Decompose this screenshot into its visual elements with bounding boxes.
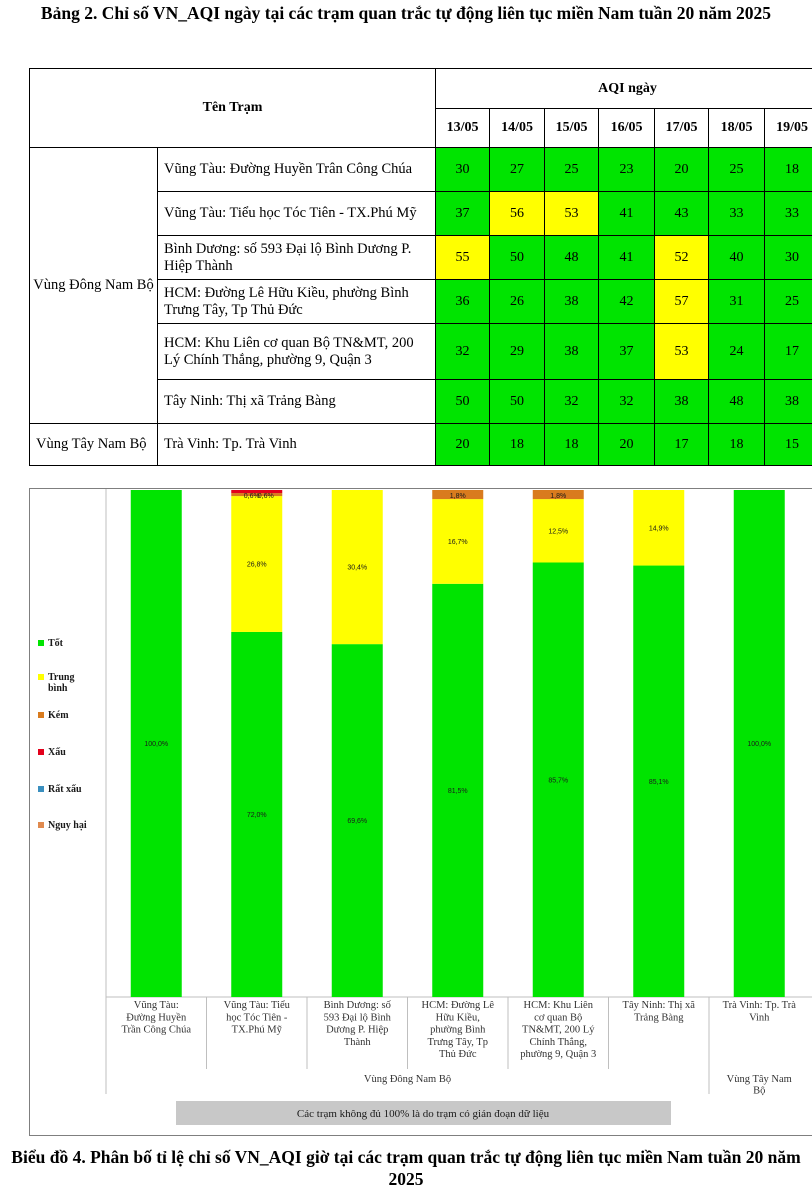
aqi-table: [29, 68, 812, 466]
aqi-value-cell: 53: [545, 192, 599, 236]
data-label: 100,0%: [747, 741, 772, 748]
category-label: Thành: [343, 1036, 371, 1048]
aqi-value-cell: 53: [655, 324, 709, 380]
aqi-value-cell: 50: [490, 236, 545, 280]
category-label: Trưng Tây, Tp: [427, 1036, 489, 1048]
aqi-value-cell: 55: [436, 236, 490, 280]
category-label: HCM: Khu Liên: [523, 1000, 593, 1011]
category-label: TN&MT, 200 Lý: [522, 1024, 595, 1036]
category-label: phường Bình: [430, 1024, 486, 1036]
station-cell: Vũng Tàu: Đường Huyền Trân Công Chúa: [158, 148, 436, 192]
date-header: 13/05: [436, 109, 490, 148]
legend-label: bình: [48, 683, 68, 694]
data-label: 0,6%: [257, 493, 274, 500]
aqi-value-cell: 52: [655, 236, 709, 280]
aqi-value-cell: 17: [655, 424, 709, 466]
station-cell: Vũng Tàu: Tiểu học Tóc Tiên - TX.Phú Mỹ: [158, 192, 436, 236]
category-label: Trà Vinh: Tp. Trà: [722, 1000, 796, 1011]
group-label: Bộ: [753, 1085, 766, 1097]
table-body: [30, 148, 812, 466]
legend-label: Rất xấu: [48, 784, 82, 795]
station-cell: Bình Dương: số 593 Đại lộ Bình Dương P. Hiệp Thành: [158, 236, 436, 280]
stacked-bar-chart: [30, 489, 812, 1135]
table-row: [30, 424, 812, 466]
aqi-value-cell: 56: [490, 192, 545, 236]
aqi-value-cell: 20: [655, 148, 709, 192]
date-header: 16/05: [599, 109, 655, 148]
legend-label: Nguy hại: [48, 820, 87, 831]
category-label: Trần Công Chúa: [121, 1024, 192, 1036]
legend-label: Xấu: [48, 747, 66, 758]
aqi-value-cell: 38: [545, 324, 599, 380]
category-label: Chính Thắng,: [529, 1036, 588, 1048]
category-label: Thủ Đức: [439, 1049, 477, 1061]
header-station: Tên Trạm: [30, 69, 436, 148]
aqi-value-cell: 37: [436, 192, 490, 236]
category-label: HCM: Đường Lê: [421, 1000, 494, 1011]
note-text: Các trạm không đủ 100% là do trạm có gián đoạn dữ liệu: [296, 1108, 550, 1120]
aqi-value-cell: 20: [599, 424, 655, 466]
aqi-value-cell: 26: [490, 280, 545, 324]
data-label: 0,6%: [243, 493, 260, 500]
station-cell: HCM: Khu Liên cơ quan Bộ TN&MT, 200 Lý Chính Thắng, phường 9, Quận 3: [158, 324, 436, 380]
group-label: Vùng Đông Nam Bộ: [363, 1074, 452, 1085]
legend-swatch: [38, 749, 44, 755]
category-label: Vũng Tàu:: [133, 1000, 179, 1011]
table-title: Bảng 2. Chỉ số VN_AQI ngày tại các trạm quan trắc tự động liên tục miền Nam tuần 20 năm 2025: [40, 3, 772, 23]
data-label: 69,6%: [347, 818, 368, 826]
aqi-value-cell: 32: [436, 324, 490, 380]
aqi-value-cell: 33: [709, 192, 765, 236]
aqi-value-cell: 40: [709, 236, 765, 280]
date-header: 18/05: [709, 109, 765, 148]
aqi-value-cell: 18: [765, 148, 812, 192]
aqi-value-cell: 32: [545, 380, 599, 424]
category-label: Hữu Kiều,: [435, 1012, 480, 1024]
category-label: Dương P. Hiệp: [326, 1024, 389, 1036]
aqi-value-cell: 42: [599, 280, 655, 324]
date-header: 15/05: [545, 109, 599, 148]
station-cell: HCM: Đường Lê Hữu Kiều, phường Bình Trưng Tây, Tp Thủ Đức: [158, 280, 436, 324]
data-label: 72,0%: [246, 811, 267, 819]
aqi-value-cell: 41: [599, 192, 655, 236]
aqi-value-cell: 48: [545, 236, 599, 280]
data-label: 1,8%: [550, 493, 567, 500]
legend-label: Kém: [48, 710, 69, 721]
aqi-value-cell: 31: [709, 280, 765, 324]
legend-swatch: [38, 786, 44, 792]
category-label: Vinh: [749, 1012, 770, 1024]
aqi-value-cell: 33: [765, 192, 812, 236]
aqi-value-cell: 30: [765, 236, 812, 280]
category-label: Tây Ninh: Thị xã: [622, 1000, 695, 1011]
category-label: Bình Dương: số: [323, 1000, 391, 1011]
station-cell: Tây Ninh: Thị xã Trảng Bàng: [158, 380, 436, 424]
category-label: học Tóc Tiên -: [226, 1012, 288, 1024]
legend-label: Trung: [48, 672, 75, 683]
aqi-value-cell: 41: [599, 236, 655, 280]
aqi-value-cell: 57: [655, 280, 709, 324]
aqi-value-cell: 18: [545, 424, 599, 466]
aqi-value-cell: 36: [436, 280, 490, 324]
category-label: 593 Đại lộ Bình: [323, 1012, 391, 1024]
data-label: 85,1%: [648, 778, 669, 786]
data-label: 81,5%: [447, 787, 468, 795]
region-cell: Vùng Tây Nam Bộ: [30, 424, 158, 466]
aqi-value-cell: 50: [490, 380, 545, 424]
group-label: Vùng Tây Nam: [726, 1074, 792, 1085]
aqi-value-cell: 43: [655, 192, 709, 236]
date-header: 17/05: [655, 109, 709, 148]
aqi-value-cell: 17: [765, 324, 812, 380]
legend-swatch: [38, 822, 44, 828]
region-cell: Vùng Đông Nam Bộ: [30, 148, 158, 424]
aqi-value-cell: 38: [545, 280, 599, 324]
legend-swatch: [38, 674, 44, 680]
date-header: 14/05: [490, 109, 545, 148]
legend-label: Tốt: [48, 638, 63, 649]
table-row: [30, 148, 812, 192]
aqi-value-cell: 25: [709, 148, 765, 192]
data-label: 14,9%: [648, 525, 669, 533]
aqi-value-cell: 23: [599, 148, 655, 192]
date-header: 19/05: [765, 109, 812, 148]
aqi-value-cell: 24: [709, 324, 765, 380]
data-label: 12,5%: [548, 528, 569, 536]
legend-swatch: [38, 712, 44, 718]
aqi-value-cell: 25: [545, 148, 599, 192]
data-label: 30,4%: [347, 564, 368, 572]
aqi-value-cell: 48: [709, 380, 765, 424]
aqi-value-cell: 29: [490, 324, 545, 380]
aqi-value-cell: 37: [599, 324, 655, 380]
aqi-value-cell: 38: [765, 380, 812, 424]
station-cell: Trà Vinh: Tp. Trà Vinh: [158, 424, 436, 466]
aqi-value-cell: 15: [765, 424, 812, 466]
data-label: 100,0%: [144, 741, 169, 748]
aqi-value-cell: 25: [765, 280, 812, 324]
category-label: Trảng Bàng: [634, 1012, 684, 1024]
category-label: phường 9, Quận 3: [520, 1049, 597, 1061]
legend-swatch: [38, 640, 44, 646]
category-label: Vũng Tàu: Tiểu: [223, 1000, 290, 1011]
category-label: TX.Phú Mỹ: [231, 1024, 282, 1036]
aqi-value-cell: 30: [436, 148, 490, 192]
chart-title: Biểu đồ 4. Phân bố tỉ lệ chỉ số VN_AQI giờ tại các trạm quan trắc tự động liên tục miền Nam tuần 20 năm 2025: [11, 1147, 801, 1189]
aqi-value-cell: 50: [436, 380, 490, 424]
aqi-value-cell: 20: [436, 424, 490, 466]
data-label: 85,7%: [548, 777, 569, 785]
category-label: Đường Huyền: [126, 1012, 187, 1024]
aqi-value-cell: 18: [709, 424, 765, 466]
category-label: cơ quan Bộ: [534, 1012, 583, 1024]
aqi-value-cell: 18: [490, 424, 545, 466]
header-aqi: AQI ngày: [436, 69, 812, 109]
data-label: 16,7%: [447, 538, 468, 546]
aqi-value-cell: 27: [490, 148, 545, 192]
aqi-value-cell: 32: [599, 380, 655, 424]
chart-frame: [29, 488, 812, 1136]
data-label: 26,8%: [246, 561, 267, 569]
aqi-value-cell: 38: [655, 380, 709, 424]
data-label: 1,8%: [449, 493, 466, 500]
